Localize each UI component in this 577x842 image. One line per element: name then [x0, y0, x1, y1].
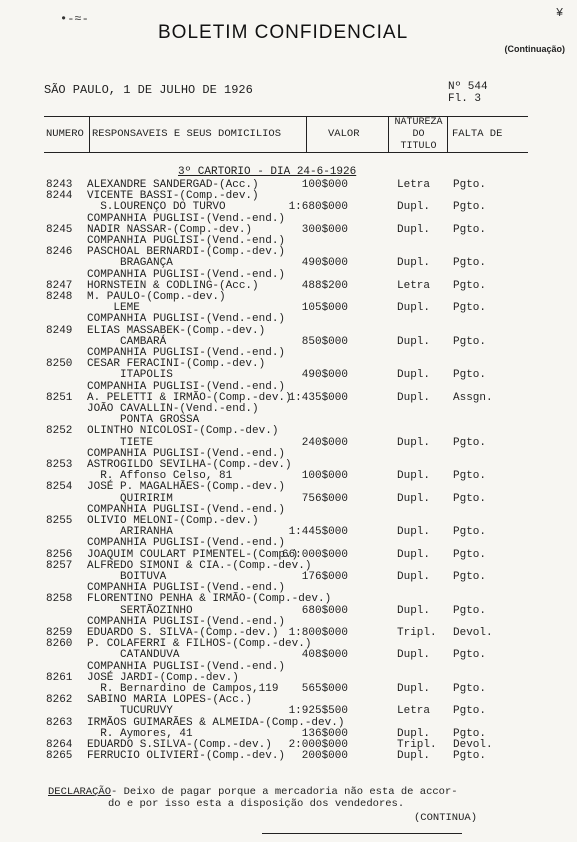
table-row	[0, 526, 577, 538]
responsible-party: CESAR FERACINI-(Comp.-dev.)	[87, 358, 266, 371]
entry-value: 105$000	[301, 302, 348, 315]
header-top-rule	[44, 116, 528, 117]
payment-status: Pgto.	[453, 369, 487, 382]
header-bottom-rule	[44, 152, 528, 153]
table-row	[0, 504, 577, 516]
responsible-party: COMPANHIA PUGLISI-(Vend.-end.)	[87, 660, 286, 673]
entry-value: 565$000	[301, 683, 348, 695]
table-row	[0, 515, 577, 527]
payment-status: Pgto.	[453, 750, 487, 763]
table-row	[0, 179, 577, 191]
entry-value: 176$000	[301, 571, 348, 583]
responsible-party: BOITUVA	[87, 571, 167, 583]
title-nature: Dupl.	[397, 369, 431, 382]
title-nature: Dupl.	[397, 649, 431, 662]
document-title: BOLETIM CONFIDENCIAL	[158, 22, 409, 43]
declaration-label: DECLARAÇÃO	[48, 786, 112, 798]
entry-value: 300$000	[301, 223, 348, 236]
corner-mark: ¥	[556, 6, 564, 20]
responsible-party: ITAPOLIS	[87, 369, 173, 382]
entry-value: 66:000$000	[281, 548, 348, 561]
responsible-party: SABINO MARIA LOPES-(Acc.)	[87, 694, 253, 707]
table-row	[0, 493, 577, 505]
responsible-party: NADIR NASSAR-(Comp.-dev.)	[87, 223, 253, 236]
declaration-line-2: do e por isso esta a disposição dos vendedores.	[108, 798, 405, 810]
title-nature: Dupl.	[397, 548, 431, 561]
entry-value: 240$000	[301, 436, 348, 449]
continua-label: (CONTINUA)	[414, 812, 478, 824]
table-row	[0, 235, 577, 247]
responsible-party: CAMBARÁ	[87, 335, 167, 348]
entry-value: 100$000	[301, 470, 348, 483]
responsible-party: COMPANHIA PUGLISI-(Vend.-end.)	[87, 235, 286, 247]
sheet-number: Fl. 3	[448, 93, 482, 105]
title-nature: Dupl.	[397, 257, 431, 270]
payment-status: Pgto.	[453, 571, 487, 583]
payment-status: Pgto.	[453, 548, 487, 561]
entry-number: 8249	[46, 324, 73, 337]
responsible-party: ELIAS MASSABEK-(Comp.-dev.)	[87, 324, 266, 337]
responsible-party: TUCURUVY	[87, 705, 173, 718]
responsible-party: LEME	[87, 302, 140, 315]
responsible-party: BRAGANÇA	[87, 257, 173, 270]
responsible-party: IRMÃOS GUIMARÃES & ALMEIDA-(Comp.-dev.)	[87, 716, 345, 729]
entry-number: 8259	[46, 627, 73, 639]
title-nature: Tripl.	[397, 739, 437, 751]
responsible-party: VICENTE BASSI-(Comp.-dev.)	[87, 190, 259, 203]
responsible-party: JOAQUIM COULART PIMENTEL-(Comp.)	[87, 548, 299, 561]
entry-value: 100$000	[301, 179, 348, 191]
responsible-party: CATANDUVA	[87, 649, 180, 662]
payment-status: Pgto.	[453, 727, 487, 740]
title-nature: Dupl.	[397, 571, 431, 583]
responsible-party: COMPANHIA PUGLISI-(Vend.-end.)	[87, 212, 286, 225]
responsible-party: FLORENTINO PENHA & IRMÃO-(Comp.-dev.)	[87, 593, 332, 606]
entry-value: 1:925$500	[288, 705, 348, 718]
col-header-falta: FALTA DE	[452, 128, 503, 140]
table-row	[0, 537, 577, 549]
table-row	[0, 549, 577, 561]
table-row	[0, 280, 577, 292]
payment-status: Pgto.	[453, 179, 487, 191]
title-nature: Dupl.	[397, 750, 431, 763]
entry-number: 8265	[46, 750, 73, 763]
table-row	[0, 638, 577, 650]
title-nature: Dupl.	[397, 335, 431, 348]
table-row	[0, 392, 577, 404]
bottom-rule	[262, 833, 462, 834]
table-row	[0, 437, 577, 449]
entry-value: 200$000	[301, 750, 348, 763]
col-divider	[89, 116, 90, 153]
title-nature: Tripl.	[397, 627, 437, 639]
table-row	[0, 593, 577, 605]
table-row	[0, 381, 577, 393]
entry-number: 8248	[46, 291, 73, 303]
title-nature: Dupl.	[397, 683, 431, 695]
entry-number: 8250	[46, 358, 73, 371]
responsible-party: P. COLAFERRI & FILHOS-(Comp.-dev.)	[87, 638, 312, 651]
punch-mark: •-≈-	[60, 12, 89, 26]
entry-number: 8255	[46, 515, 73, 527]
responsible-party: R. Affonso Celso, 81	[87, 470, 233, 483]
responsible-party: EDUARDO S.SILVA-(Comp.-dev.)	[87, 739, 272, 751]
title-nature: Letra	[397, 179, 431, 191]
payment-status: Pgto.	[453, 604, 487, 617]
table-row	[0, 190, 577, 202]
responsible-party: FERRUCIO OLIVIERI-(Comp.-dev.)	[87, 750, 286, 763]
responsible-party: ASTROGILDO SEVILHA-(Comp.-dev.)	[87, 459, 292, 471]
table-row	[0, 369, 577, 381]
responsible-party: ALEXANDRE SANDERGAD-(Acc.)	[87, 179, 259, 191]
responsible-party: COMPANHIA PUGLISI-(Vend.-end.)	[87, 537, 286, 550]
table-row	[0, 571, 577, 583]
title-nature: Letra	[397, 705, 431, 718]
entry-number: 8254	[46, 481, 73, 494]
title-nature: Dupl.	[397, 391, 431, 404]
responsible-party: COMPANHIA PUGLISI-(Vend.-end.)	[87, 503, 286, 516]
entry-number: 8257	[46, 559, 73, 572]
entry-number: 8263	[46, 716, 73, 729]
entry-value: 1:680$000	[288, 201, 348, 214]
title-nature: Dupl.	[397, 436, 431, 449]
section-title: 3º CARTORIO - DIA 24-6-1926	[178, 166, 357, 178]
entry-number: 8264	[46, 739, 73, 751]
table-row	[0, 224, 577, 236]
payment-status: Pgto.	[453, 492, 487, 505]
responsible-party: TIETE	[87, 436, 154, 449]
table-row	[0, 325, 577, 337]
entry-value: 1:800$000	[288, 627, 348, 639]
responsible-party: OLIVIO MELONI-(Comp.-dev.)	[87, 515, 259, 527]
payment-status: Pgto.	[453, 223, 487, 236]
title-nature: Dupl.	[397, 492, 431, 505]
entry-number: 8247	[46, 279, 73, 292]
responsible-party: ARIRANHA	[87, 526, 173, 539]
table-row	[0, 269, 577, 281]
responsible-party: COMPANHIA PUGLISI-(Vend.-end.)	[87, 380, 286, 393]
title-nature: Dupl.	[397, 223, 431, 236]
entry-number: 8258	[46, 593, 73, 606]
entry-number: 8245	[46, 223, 73, 236]
table-row	[0, 291, 577, 303]
title-nature: Letra	[397, 279, 431, 292]
entry-number: 8252	[46, 425, 73, 438]
col-divider	[447, 116, 448, 153]
responsible-party: ALFREDO SIMONI & CIA.-(Comp.-dev.)	[87, 559, 312, 572]
payment-status: Assgn.	[453, 391, 493, 404]
responsible-party: S.LOURENÇO DO TURVO	[87, 201, 226, 214]
entry-number: 8246	[46, 246, 73, 259]
table-row	[0, 616, 577, 628]
title-nature: Dupl.	[397, 302, 431, 315]
entry-number: 8261	[46, 671, 73, 684]
responsible-party: OLINTHO NICOLOSI-(Comp.-dev.)	[87, 425, 279, 438]
payment-status: Pgto.	[453, 683, 487, 695]
payment-status: Pgto.	[453, 705, 487, 718]
declaration	[48, 786, 458, 810]
responsible-party: JOÃO CAVALLIN-(Vend.-end.)	[87, 403, 259, 415]
payment-status: Pgto.	[453, 470, 487, 483]
bulletin-number	[448, 81, 488, 105]
payment-status: Pgto.	[453, 526, 487, 539]
table-row	[0, 705, 577, 717]
table-row	[0, 201, 577, 213]
entry-value: 1:435$000	[288, 391, 348, 404]
payment-status: Devol.	[453, 627, 493, 639]
col-header-responsaveis: RESPONSAVEIS E SEUS DOMICILIOS	[92, 128, 282, 140]
responsible-party: EDUARDO S. SILVA-(Comp.-dev.)	[87, 627, 279, 639]
entry-number: 8256	[46, 548, 73, 561]
table-row	[0, 661, 577, 673]
table-row	[0, 694, 577, 706]
entry-value: 408$000	[301, 649, 348, 662]
entry-value: 1:445$000	[288, 526, 348, 539]
entry-value: 680$000	[301, 604, 348, 617]
entry-value: 2:000$000	[288, 739, 348, 751]
col-divider	[388, 116, 389, 153]
payment-status: Pgto.	[453, 257, 487, 270]
responsible-party: SERTÃOZINHO	[87, 604, 193, 617]
responsible-party: PONTA GROSSA	[87, 414, 200, 427]
responsible-party: JOSÉ JARDI-(Comp.-dev.)	[87, 671, 239, 684]
entry-value: 490$000	[301, 257, 348, 270]
entry-number: 8244	[46, 190, 73, 203]
title-nature: Dupl.	[397, 201, 431, 214]
table-row	[0, 717, 577, 729]
entry-number: 8260	[46, 638, 73, 651]
table-row	[0, 257, 577, 269]
table-row	[0, 313, 577, 325]
table-row	[0, 336, 577, 348]
responsible-party: COMPANHIA PUGLISI-(Vend.-end.)	[87, 347, 286, 359]
payment-status: Devol.	[453, 739, 493, 751]
responsible-party: QUIRIRIM	[87, 492, 173, 505]
entry-value: 488$200	[301, 279, 348, 292]
declaration-line-1: - Deixo de pagar porque a mercadoria não esta de accor-	[111, 786, 458, 798]
table-row	[0, 414, 577, 426]
title-nature: Dupl.	[397, 526, 431, 539]
table-row	[0, 302, 577, 314]
entry-number: 8251	[46, 391, 73, 404]
entry-number: 8262	[46, 694, 73, 707]
title-nature: Dupl.	[397, 470, 431, 483]
title-nature: Dupl.	[397, 604, 431, 617]
table-row	[0, 481, 577, 493]
payment-status: Pgto.	[453, 436, 487, 449]
entry-value: 756$000	[301, 492, 348, 505]
table-row	[0, 739, 577, 751]
table-row	[0, 649, 577, 661]
responsible-party: COMPANHIA PUGLISI-(Vend.-end.)	[87, 313, 286, 326]
entry-value: 136$000	[301, 727, 348, 740]
responsible-party: COMPANHIA PUGLISI-(Vend.-end.)	[87, 268, 286, 281]
table-row	[0, 213, 577, 225]
col-header-natureza: NATUREZA DO TITULO	[394, 117, 443, 152]
payment-status: Pgto.	[453, 201, 487, 214]
entry-number: 8243	[46, 179, 73, 191]
responsible-party: COMPANHIA PUGLISI-(Vend.-end.)	[87, 615, 286, 628]
table-row	[0, 560, 577, 572]
payment-status: Pgto.	[453, 279, 487, 292]
table-row	[0, 683, 577, 695]
responsible-party: R. Bernardino de Campos,119	[87, 683, 279, 695]
city-date: SÃO PAULO, 1 DE JULHO DE 1926	[44, 83, 253, 97]
table-row	[0, 605, 577, 617]
payment-status: Pgto.	[453, 302, 487, 315]
bulletin-number-value: Nº 544	[448, 81, 488, 93]
table-row	[0, 672, 577, 684]
col-divider	[306, 116, 307, 153]
entry-value: 490$000	[301, 369, 348, 382]
payment-status: Pgto.	[453, 649, 487, 662]
payment-status: Pgto.	[453, 335, 487, 348]
col-header-numero: NUMERO	[46, 128, 84, 140]
entry-number: 8253	[46, 459, 73, 471]
table-row	[0, 425, 577, 437]
responsible-party: HORNSTEIN & CODLING-(Acc.)	[87, 279, 259, 292]
table-row	[0, 627, 577, 639]
continuation-label: (Continuação)	[504, 44, 565, 54]
responsible-party: M. PAULO-(Comp.-dev.)	[87, 291, 226, 303]
table-row	[0, 246, 577, 258]
table-row	[0, 459, 577, 471]
table-row	[0, 403, 577, 415]
table-row	[0, 347, 577, 359]
entry-value: 850$000	[301, 335, 348, 348]
responsible-party: PASCHOAL BERNARDI-(Comp.-dev.)	[87, 246, 286, 259]
responsible-party: JOSÉ P. MAGALHÃES-(Comp.-dev.)	[87, 481, 286, 494]
table-row	[0, 750, 577, 762]
table-row	[0, 728, 577, 740]
responsible-party: COMPANHIA PUGLISI-(Vend.-end.)	[87, 447, 286, 460]
responsible-party: COMPANHIA PUGLISI-(Vend.-end.)	[87, 582, 286, 595]
title-nature: Dupl.	[397, 727, 431, 740]
responsible-party: R. Aymores, 41	[87, 727, 193, 740]
responsible-party: A. PELETTI & IRMÃO-(Comp.-dev.)	[87, 391, 292, 404]
table-row	[0, 358, 577, 370]
col-header-valor: VALOR	[328, 128, 360, 140]
table-row	[0, 448, 577, 460]
